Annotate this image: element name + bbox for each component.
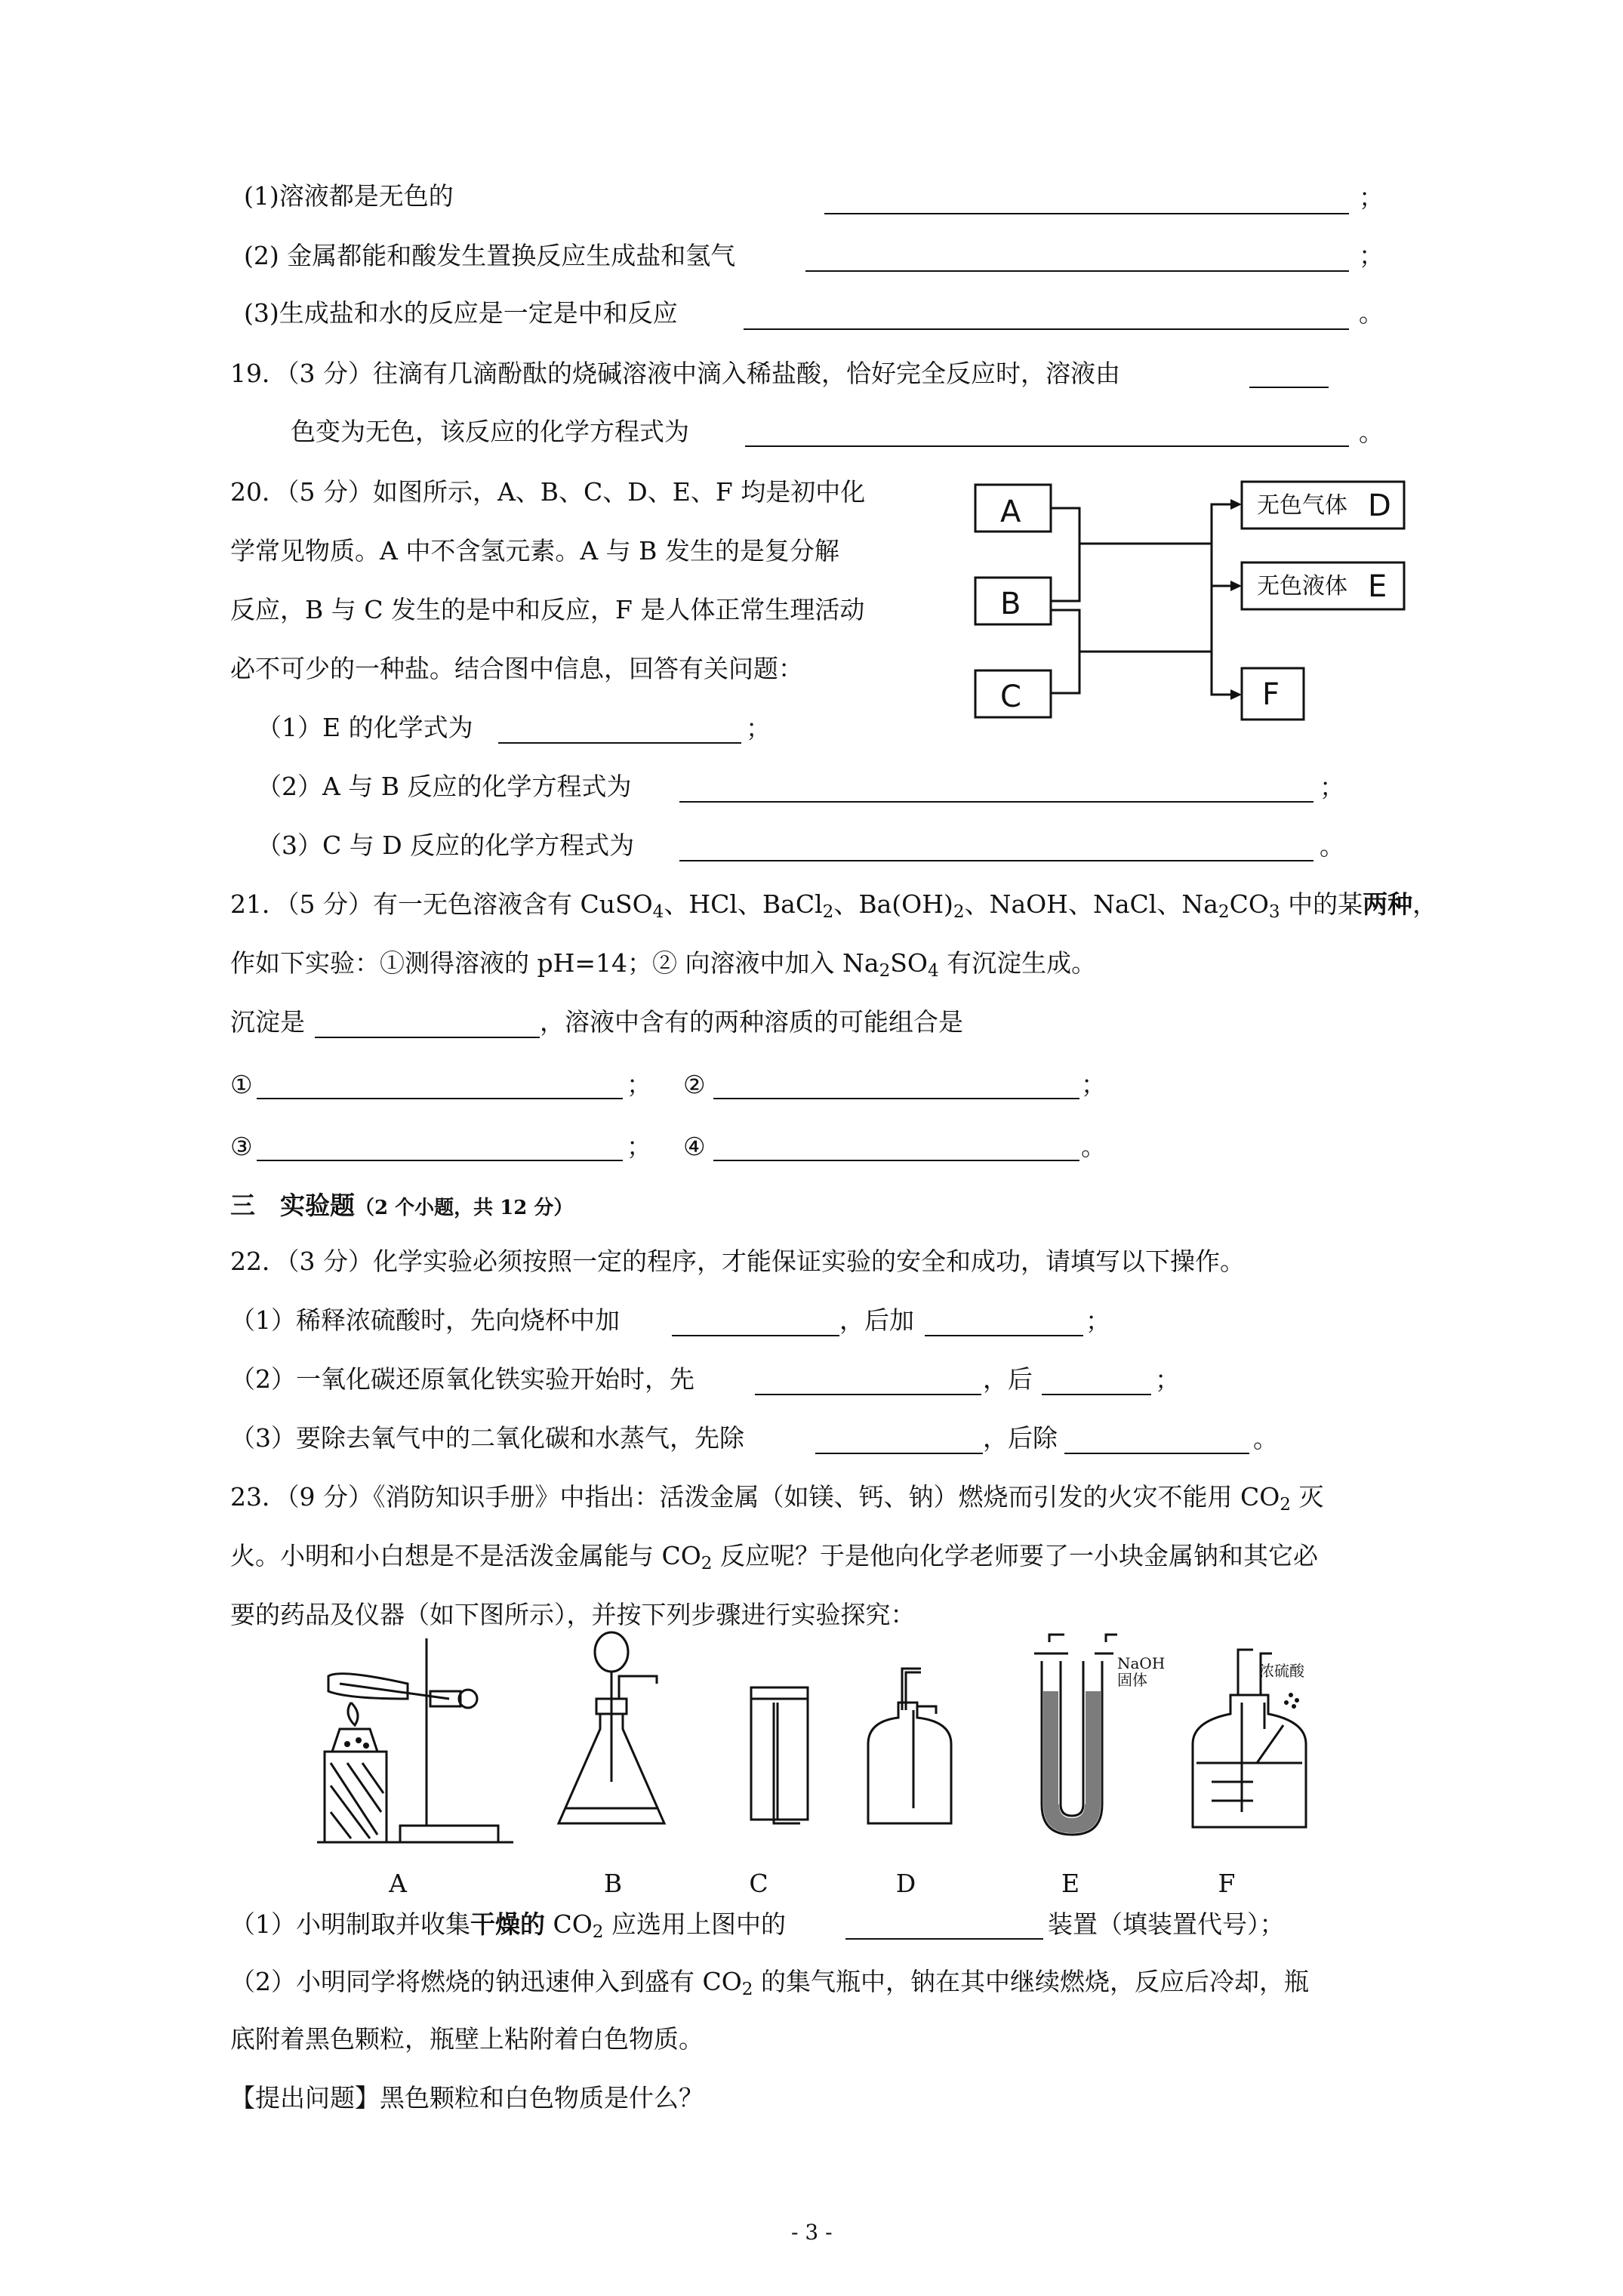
period: 。: [1359, 298, 1384, 328]
period: 。: [1081, 1132, 1106, 1161]
apparatus-b: [559, 1632, 664, 1823]
label-d: D: [895, 1869, 916, 1898]
answer-blank[interactable]: [679, 801, 1313, 803]
answer-blank[interactable]: [679, 860, 1313, 861]
answer-blank[interactable]: [815, 1453, 983, 1454]
q21-text3a: 沉淀是: [230, 1007, 305, 1037]
q21-text3b: ，溶液中含有的两种溶质的可能组合是: [540, 1007, 963, 1037]
answer-blank[interactable]: [257, 1098, 623, 1099]
answer-blank[interactable]: [744, 328, 1349, 330]
q20-text3: 反应，B 与 C 发生的是中和反应，F 是人体正常生理活动: [230, 595, 865, 624]
answer-blank[interactable]: [1042, 1394, 1151, 1395]
semicolon: ；: [1081, 1070, 1106, 1099]
section-heading: 三 实验题（2 个小题，共 12 分）: [230, 1191, 574, 1220]
q22-sub2a: （2）一氧化碳还原氧化铁实验开始时，先: [230, 1364, 694, 1394]
semicolon: ；: [746, 713, 771, 743]
answer-blank[interactable]: [1249, 387, 1329, 388]
box-e-label: 无色液体: [1257, 573, 1347, 599]
q23-text1: 23．（9 分）《消防知识手册》中指出：活泼金属（如镁、钙、钠）燃烧而引发的火灾不能用 $CO_2$ 灭: [230, 1482, 1324, 1515]
answer-blank[interactable]: [755, 1394, 981, 1395]
apparatus-d: [868, 1669, 951, 1823]
apparatus-a: [317, 1638, 513, 1842]
semicolon: ；: [1320, 772, 1344, 802]
box-b-label: B: [1000, 587, 1021, 621]
semicolon: ；: [1155, 1365, 1180, 1395]
semicolon: ；: [627, 1132, 651, 1161]
answer-blank[interactable]: [745, 445, 1349, 447]
q18-line3: (3)生成盐和水的反应是一定是中和反应: [244, 298, 678, 328]
box-d-letter: D: [1368, 488, 1391, 523]
q23-sub2-line2: 底附着黑色颗粒，瓶壁上粘附着白色物质。: [230, 2024, 704, 2054]
label-a: A: [389, 1869, 407, 1898]
period: 。: [1253, 1424, 1278, 1453]
q20-sub2: （2）A 与 B 反应的化学方程式为: [257, 772, 632, 801]
q19-text1: 19．（3 分）往滴有几滴酚酞的烧碱溶液中滴入稀盐酸，恰好完全反应时，溶液由: [230, 359, 1120, 388]
box-f-label: F: [1262, 677, 1280, 712]
q19-text2: 色变为无色，该反应的化学方程式为: [291, 417, 689, 446]
choice-4: ④: [683, 1132, 706, 1161]
acid-label: 浓硫酸: [1259, 1662, 1304, 1680]
answer-blank[interactable]: [845, 1938, 1043, 1940]
label-e: E: [1061, 1869, 1080, 1898]
answer-blank[interactable]: [1064, 1453, 1249, 1454]
q20-text2: 学常见物质。A 中不含氢元素。A 与 B 发生的是复分解: [230, 536, 839, 566]
q22-sub2b: ，后: [983, 1364, 1033, 1394]
q23-text3: 要的药品及仪器（如下图所示），并按下列步骤进行实验探究：: [230, 1600, 916, 1629]
q21-text2: 作如下实验：①测得溶液的 pH=14；② 向溶液中加入 $Na_2SO_4$ 有沉淀生成。: [230, 948, 1097, 981]
answer-blank[interactable]: [315, 1037, 540, 1038]
answer-blank[interactable]: [925, 1335, 1083, 1336]
answer-blank[interactable]: [713, 1098, 1079, 1099]
answer-blank[interactable]: [257, 1160, 623, 1161]
choice-2: ②: [683, 1070, 706, 1099]
page-number: - 3 -: [791, 2220, 833, 2245]
semicolon: ；: [1359, 241, 1384, 270]
box-a-label: A: [1000, 495, 1021, 529]
q23-sub2-line1: （2）小明同学将燃烧的钠迅速伸入到盛有 $CO_2$ 的集气瓶中，钠在其中继续燃烧，反应后冷却，瓶: [230, 1967, 1309, 1999]
label-b: B: [603, 1869, 623, 1898]
period: 。: [1359, 418, 1384, 447]
semicolon: ；: [1359, 183, 1384, 212]
label-c: C: [749, 1869, 768, 1898]
semicolon: ；: [1086, 1306, 1110, 1336]
q23-sub1: （1）小明制取并收集干燥的 $CO_2$ 应选用上图中的: [230, 1909, 786, 1942]
choice-3: ③: [230, 1132, 253, 1161]
box-c-label: C: [1000, 680, 1021, 714]
q20-text4: 必不可少的一种盐。结合图中信息，回答有关问题：: [230, 654, 803, 683]
q18-line1: (1)溶液都是无色的: [244, 181, 454, 211]
q22-sub1b: ，后加: [839, 1305, 914, 1335]
q22-sub3b: ，后除: [983, 1423, 1058, 1453]
q20-text1: 20．（5 分）如图所示，A、B、C、D、E、F 均是初中化: [230, 477, 866, 507]
box-d-label: 无色气体: [1257, 492, 1347, 519]
answer-blank[interactable]: [805, 270, 1349, 272]
q21-text1: 21．（5 分）有一无色溶液含有 CuSO$_4$、HCl、BaCl$_2$、$Ba(OH)_2$、NaOH、NaCl、$Na_2CO_3$ 中的某两种，: [230, 889, 1438, 922]
q23-sub1-tail: 装置（填装置代号）；: [1048, 1909, 1285, 1939]
apparatus-c: [751, 1687, 808, 1823]
q23-question: 【提出问题】黑色颗粒和白色物质是什么？: [230, 2083, 704, 2113]
answer-blank[interactable]: [713, 1160, 1079, 1161]
q20-sub1: （1）E 的化学式为: [257, 713, 473, 742]
semicolon: ；: [627, 1070, 651, 1099]
q23-text2: 火。小明和小白想是不是活泼金属能与 $CO_2$ 反应呢？于是他向化学老师要了一小块金属钠和其它必: [230, 1541, 1318, 1573]
answer-blank[interactable]: [824, 213, 1349, 214]
label-f: F: [1218, 1869, 1236, 1898]
answer-blank[interactable]: [498, 742, 741, 744]
period: 。: [1320, 831, 1344, 861]
box-e-letter: E: [1368, 569, 1387, 604]
q20-sub3: （3）C 与 D 反应的化学方程式为: [257, 831, 635, 860]
q22-sub1a: （1）稀释浓硫酸时，先向烧杯中加: [230, 1305, 620, 1335]
naoh-label: NaOH 固体: [1117, 1654, 1166, 1689]
q18-line2: (2) 金属都能和酸发生置换反应生成盐和氢气: [244, 241, 736, 270]
q22-sub3a: （3）要除去氧气中的二氧化碳和水蒸气，先除: [230, 1423, 744, 1453]
choice-1: ①: [230, 1070, 253, 1099]
apparatus-figure: [317, 1631, 1412, 1857]
answer-blank[interactable]: [672, 1335, 839, 1336]
q22-text: 22．（3 分）化学实验必须按照一定的程序，才能保证实验的安全和成功，请填写以下操作。: [230, 1247, 1245, 1276]
